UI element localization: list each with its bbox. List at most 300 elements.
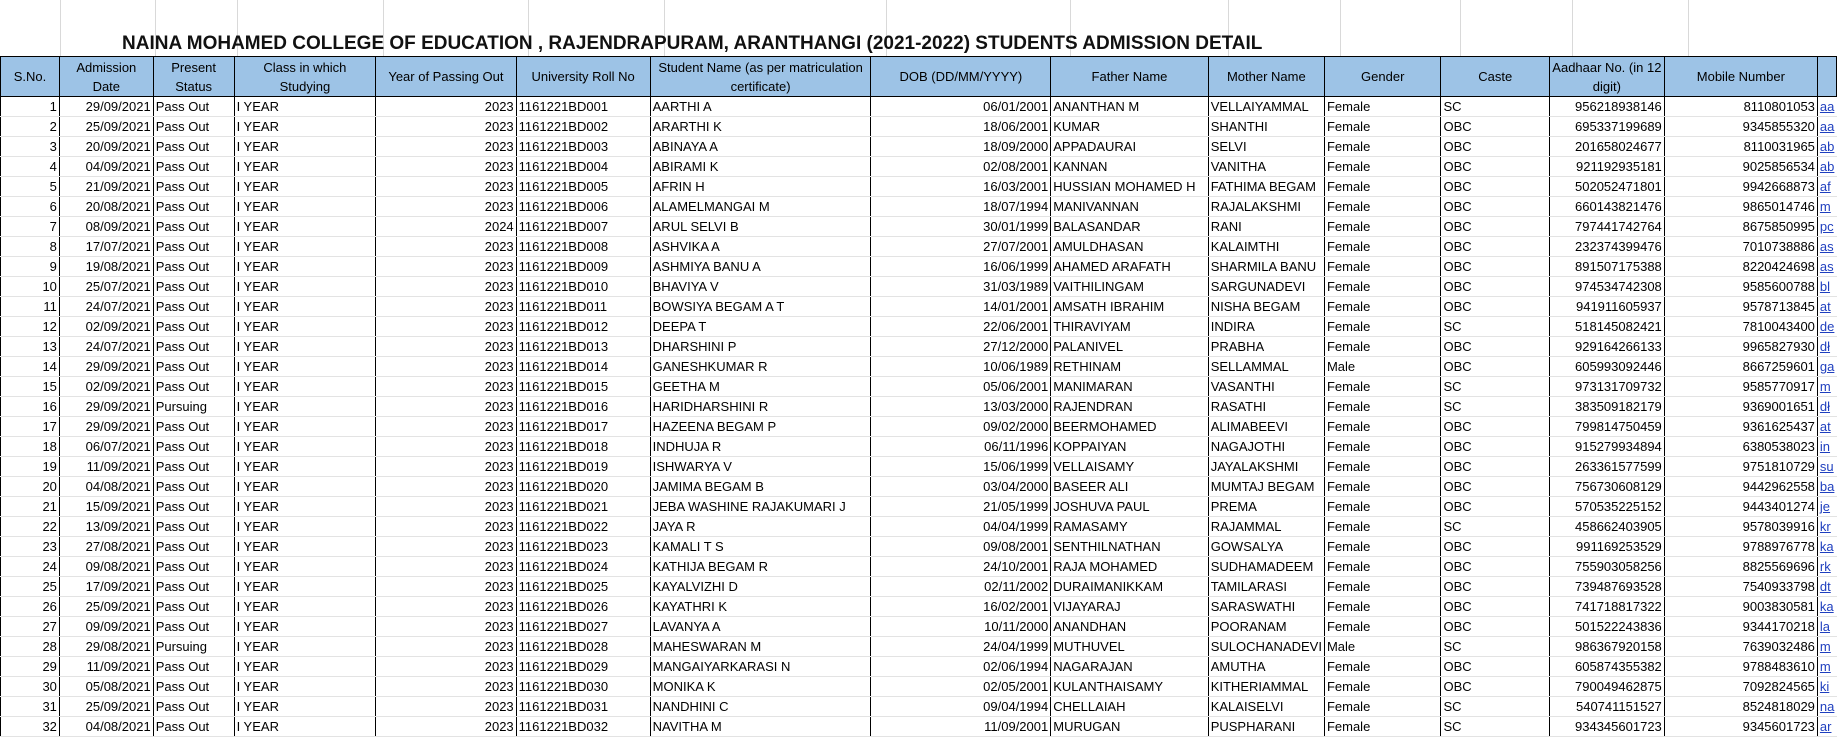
cell-email[interactable]: ba (1817, 477, 1836, 497)
cell-present-status: Pass Out (153, 457, 234, 477)
cell-present-status: Pass Out (153, 517, 234, 537)
cell-admission-date: 11/09/2021 (59, 457, 153, 477)
cell-aadhaar-no: 797441742764 (1549, 217, 1664, 237)
cell-dob: 18/09/2000 (871, 137, 1051, 157)
cell-present-status: Pass Out (153, 597, 234, 617)
cell-mother-name: FATHIMA BEGAM (1208, 177, 1324, 197)
cell-email[interactable]: m (1817, 197, 1836, 217)
cell-year-of-passing: 2023 (376, 537, 516, 557)
cell-university-roll-no: 1161221BD006 (516, 197, 650, 217)
cell-sno: 16 (1, 397, 60, 417)
cell-mobile-number: 8667259601 (1664, 357, 1817, 377)
cell-email[interactable]: aa (1817, 97, 1836, 117)
cell-class: I YEAR (234, 397, 376, 417)
cell-admission-date: 25/07/2021 (59, 277, 153, 297)
cell-admission-date: 08/09/2021 (59, 217, 153, 237)
cell-email[interactable]: de (1817, 317, 1836, 337)
cell-father-name: DURAIMANIKKAM (1051, 577, 1208, 597)
header-mother-name: Mother Name (1208, 57, 1324, 97)
cell-caste: OBC (1441, 337, 1549, 357)
cell-present-status: Pass Out (153, 317, 234, 337)
cell-mobile-number: 9361625437 (1664, 417, 1817, 437)
cell-student-name: DEEPA T (650, 317, 871, 337)
cell-university-roll-no: 1161221BD010 (516, 277, 650, 297)
cell-sno: 14 (1, 357, 60, 377)
header-university-roll-no: University Roll No (516, 57, 650, 97)
header-email (1817, 57, 1836, 97)
cell-sno: 8 (1, 237, 60, 257)
cell-mother-name: TAMILARASI (1208, 577, 1324, 597)
cell-caste: OBC (1441, 257, 1549, 277)
cell-email[interactable]: ki (1817, 677, 1836, 697)
cell-mobile-number: 9442962558 (1664, 477, 1817, 497)
cell-present-status: Pass Out (153, 257, 234, 277)
table-row (1, 377, 1837, 397)
cell-aadhaar-no: 921192935181 (1549, 157, 1664, 177)
cell-present-status: Pass Out (153, 617, 234, 637)
cell-class: I YEAR (234, 677, 376, 697)
cell-university-roll-no: 1161221BD021 (516, 497, 650, 517)
cell-email[interactable]: bl (1817, 277, 1836, 297)
cell-mobile-number: 7810043400 (1664, 317, 1817, 337)
cell-present-status: Pass Out (153, 157, 234, 177)
cell-mother-name: VELLAIYAMMAL (1208, 97, 1324, 117)
cell-mother-name: SHARMILA BANU (1208, 257, 1324, 277)
cell-caste: OBC (1441, 237, 1549, 257)
cell-email[interactable]: at (1817, 297, 1836, 317)
cell-aadhaar-no: 518145082421 (1549, 317, 1664, 337)
cell-class: I YEAR (234, 217, 376, 237)
admission-table (0, 56, 1837, 737)
cell-class: I YEAR (234, 457, 376, 477)
cell-father-name: ANANTHAN M (1051, 97, 1208, 117)
table-row (1, 697, 1837, 717)
cell-mother-name: JAYALAKSHMI (1208, 457, 1324, 477)
cell-year-of-passing: 2023 (376, 237, 516, 257)
cell-caste: OBC (1441, 477, 1549, 497)
table-row (1, 537, 1837, 557)
cell-aadhaar-no: 458662403905 (1549, 517, 1664, 537)
cell-email[interactable]: in (1817, 437, 1836, 457)
cell-year-of-passing: 2023 (376, 317, 516, 337)
table-row (1, 177, 1837, 197)
cell-class: I YEAR (234, 137, 376, 157)
cell-email[interactable]: m (1817, 377, 1836, 397)
cell-mobile-number: 9003830581 (1664, 597, 1817, 617)
cell-sno: 20 (1, 477, 60, 497)
cell-dob: 22/06/2001 (871, 317, 1051, 337)
cell-caste: SC (1441, 637, 1549, 657)
cell-email[interactable]: kr (1817, 517, 1836, 537)
cell-year-of-passing: 2023 (376, 117, 516, 137)
cell-dob: 11/09/2001 (871, 717, 1051, 737)
cell-father-name: KULANTHAISAMY (1051, 677, 1208, 697)
cell-father-name: MUTHUVEL (1051, 637, 1208, 657)
cell-present-status: Pass Out (153, 297, 234, 317)
cell-email[interactable]: su (1817, 457, 1836, 477)
cell-admission-date: 11/09/2021 (59, 657, 153, 677)
cell-email[interactable]: as (1817, 257, 1836, 277)
cell-admission-date: 20/08/2021 (59, 197, 153, 217)
cell-student-name: ISHWARYA V (650, 457, 871, 477)
cell-father-name: KANNAN (1051, 157, 1208, 177)
cell-caste: SC (1441, 377, 1549, 397)
cell-email[interactable]: ar (1817, 717, 1836, 737)
cell-email[interactable]: dł (1817, 337, 1836, 357)
cell-year-of-passing: 2024 (376, 217, 516, 237)
cell-class: I YEAR (234, 297, 376, 317)
cell-university-roll-no: 1161221BD029 (516, 657, 650, 677)
cell-student-name: NAVITHA M (650, 717, 871, 737)
cell-admission-date: 25/09/2021 (59, 697, 153, 717)
cell-mother-name: SARASWATHI (1208, 597, 1324, 617)
cell-class: I YEAR (234, 377, 376, 397)
cell-father-name: APPADAURAI (1051, 137, 1208, 157)
cell-present-status: Pass Out (153, 97, 234, 117)
cell-class: I YEAR (234, 477, 376, 497)
cell-email[interactable]: la (1817, 617, 1836, 637)
cell-present-status: Pass Out (153, 557, 234, 577)
cell-student-name: ALAMELMANGAI M (650, 197, 871, 217)
cell-email[interactable]: af (1817, 177, 1836, 197)
cell-year-of-passing: 2023 (376, 457, 516, 477)
cell-aadhaar-no: 263361577599 (1549, 457, 1664, 477)
cell-student-name: MANGAIYARKARASI N (650, 657, 871, 677)
cell-gender: Female (1324, 197, 1441, 217)
cell-student-name: MAHESWARAN M (650, 637, 871, 657)
cell-aadhaar-no: 695337199689 (1549, 117, 1664, 137)
header-gender: Gender (1324, 57, 1441, 97)
cell-class: I YEAR (234, 577, 376, 597)
cell-dob: 27/12/2000 (871, 337, 1051, 357)
cell-caste: SC (1441, 97, 1549, 117)
cell-university-roll-no: 1161221BD025 (516, 577, 650, 597)
cell-mobile-number: 8110031965 (1664, 137, 1817, 157)
cell-dob: 18/06/2001 (871, 117, 1051, 137)
cell-email[interactable]: dł (1817, 397, 1836, 417)
cell-year-of-passing: 2023 (376, 557, 516, 577)
cell-gender: Female (1324, 297, 1441, 317)
cell-university-roll-no: 1161221BD030 (516, 677, 650, 697)
cell-university-roll-no: 1161221BD023 (516, 537, 650, 557)
cell-caste: OBC (1441, 537, 1549, 557)
cell-gender: Female (1324, 677, 1441, 697)
cell-student-name: GEETHA M (650, 377, 871, 397)
cell-present-status: Pass Out (153, 657, 234, 677)
cell-year-of-passing: 2023 (376, 157, 516, 177)
cell-mother-name: VASANTHI (1208, 377, 1324, 397)
cell-dob: 31/03/1989 (871, 277, 1051, 297)
cell-sno: 4 (1, 157, 60, 177)
cell-mother-name: AMUTHA (1208, 657, 1324, 677)
cell-present-status: Pursuing (153, 397, 234, 417)
table-row (1, 117, 1837, 137)
cell-email[interactable]: as (1817, 237, 1836, 257)
cell-mobile-number: 9942668873 (1664, 177, 1817, 197)
cell-mother-name: SELLAMMAL (1208, 357, 1324, 377)
cell-dob: 14/01/2001 (871, 297, 1051, 317)
cell-year-of-passing: 2023 (376, 597, 516, 617)
cell-dob: 09/08/2001 (871, 537, 1051, 557)
cell-present-status: Pass Out (153, 437, 234, 457)
cell-sno: 22 (1, 517, 60, 537)
cell-caste: SC (1441, 397, 1549, 417)
cell-university-roll-no: 1161221BD013 (516, 337, 650, 357)
cell-dob: 02/06/1994 (871, 657, 1051, 677)
cell-mobile-number: 9025856534 (1664, 157, 1817, 177)
cell-aadhaar-no: 570535225152 (1549, 497, 1664, 517)
cell-caste: OBC (1441, 357, 1549, 377)
cell-dob: 02/08/2001 (871, 157, 1051, 177)
cell-sno: 1 (1, 97, 60, 117)
cell-mother-name: KALAIMTHI (1208, 237, 1324, 257)
cell-sno: 27 (1, 617, 60, 637)
cell-university-roll-no: 1161221BD007 (516, 217, 650, 237)
cell-father-name: THIRAVIYAM (1051, 317, 1208, 337)
cell-mobile-number: 8220424698 (1664, 257, 1817, 277)
cell-class: I YEAR (234, 717, 376, 737)
cell-dob: 02/11/2002 (871, 577, 1051, 597)
cell-mobile-number: 8110801053 (1664, 97, 1817, 117)
cell-aadhaar-no: 756730608129 (1549, 477, 1664, 497)
cell-mother-name: PREMA (1208, 497, 1324, 517)
cell-gender: Female (1324, 657, 1441, 677)
cell-mobile-number: 9788976778 (1664, 537, 1817, 557)
cell-aadhaar-no: 741718817322 (1549, 597, 1664, 617)
cell-student-name: ASHMIYA BANU A (650, 257, 871, 277)
cell-gender: Female (1324, 597, 1441, 617)
cell-present-status: Pass Out (153, 537, 234, 557)
cell-aadhaar-no: 790049462875 (1549, 677, 1664, 697)
cell-student-name: BOWSIYA BEGAM A T (650, 297, 871, 317)
cell-email[interactable]: ka (1817, 597, 1836, 617)
cell-email[interactable]: at (1817, 417, 1836, 437)
cell-class: I YEAR (234, 617, 376, 637)
cell-mobile-number: 9751810729 (1664, 457, 1817, 477)
cell-dob: 06/11/1996 (871, 437, 1051, 457)
cell-university-roll-no: 1161221BD015 (516, 377, 650, 397)
cell-email[interactable]: ka (1817, 537, 1836, 557)
cell-mother-name: SHANTHI (1208, 117, 1324, 137)
cell-gender: Female (1324, 157, 1441, 177)
cell-email[interactable]: aa (1817, 117, 1836, 137)
cell-admission-date: 29/09/2021 (59, 97, 153, 117)
cell-email[interactable]: ab (1817, 137, 1836, 157)
cell-student-name: JAMIMA BEGAM B (650, 477, 871, 497)
cell-university-roll-no: 1161221BD012 (516, 317, 650, 337)
cell-university-roll-no: 1161221BD022 (516, 517, 650, 537)
table-row (1, 197, 1837, 217)
cell-admission-date: 29/08/2021 (59, 637, 153, 657)
cell-sno: 13 (1, 337, 60, 357)
cell-email[interactable]: ga (1817, 357, 1836, 377)
cell-mother-name: RAJAMMAL (1208, 517, 1324, 537)
cell-dob: 02/05/2001 (871, 677, 1051, 697)
cell-class: I YEAR (234, 637, 376, 657)
cell-email[interactable]: na (1817, 697, 1836, 717)
cell-email[interactable]: m (1817, 657, 1836, 677)
cell-class: I YEAR (234, 497, 376, 517)
cell-father-name: MURUGAN (1051, 717, 1208, 737)
cell-sno: 23 (1, 537, 60, 557)
cell-university-roll-no: 1161221BD014 (516, 357, 650, 377)
cell-admission-date: 15/09/2021 (59, 497, 153, 517)
cell-present-status: Pass Out (153, 697, 234, 717)
table-row (1, 437, 1837, 457)
cell-email[interactable]: pc (1817, 217, 1836, 237)
cell-university-roll-no: 1161221BD028 (516, 637, 650, 657)
cell-aadhaar-no: 799814750459 (1549, 417, 1664, 437)
cell-mobile-number: 9585600788 (1664, 277, 1817, 297)
cell-aadhaar-no: 755903058256 (1549, 557, 1664, 577)
cell-mobile-number: 9578713845 (1664, 297, 1817, 317)
cell-year-of-passing: 2023 (376, 337, 516, 357)
cell-mother-name: PRABHA (1208, 337, 1324, 357)
cell-dob: 15/06/1999 (871, 457, 1051, 477)
cell-father-name: VELLAISAMY (1051, 457, 1208, 477)
cell-class: I YEAR (234, 437, 376, 457)
cell-aadhaar-no: 891507175388 (1549, 257, 1664, 277)
cell-father-name: HUSSIAN MOHAMED H (1051, 177, 1208, 197)
cell-student-name: ASHVIKA A (650, 237, 871, 257)
cell-email[interactable]: ab (1817, 157, 1836, 177)
cell-dob: 18/07/1994 (871, 197, 1051, 217)
cell-sno: 6 (1, 197, 60, 217)
cell-mother-name: INDIRA (1208, 317, 1324, 337)
cell-mobile-number: 7540933798 (1664, 577, 1817, 597)
cell-caste: OBC (1441, 657, 1549, 677)
cell-father-name: VAITHILINGAM (1051, 277, 1208, 297)
cell-student-name: ABIRAMI K (650, 157, 871, 177)
cell-dob: 05/06/2001 (871, 377, 1051, 397)
cell-gender: Female (1324, 217, 1441, 237)
cell-mobile-number: 8524818029 (1664, 697, 1817, 717)
cell-aadhaar-no: 540741151527 (1549, 697, 1664, 717)
cell-sno: 3 (1, 137, 60, 157)
cell-university-roll-no: 1161221BD001 (516, 97, 650, 117)
cell-mother-name: PUSPHARANI (1208, 717, 1324, 737)
cell-sno: 11 (1, 297, 60, 317)
cell-sno: 10 (1, 277, 60, 297)
cell-university-roll-no: 1161221BD009 (516, 257, 650, 277)
cell-caste: OBC (1441, 437, 1549, 457)
cell-caste: OBC (1441, 277, 1549, 297)
cell-dob: 09/04/1994 (871, 697, 1051, 717)
cell-student-name: GANESHKUMAR R (650, 357, 871, 377)
cell-university-roll-no: 1161221BD018 (516, 437, 650, 457)
cell-father-name: RAJA MOHAMED (1051, 557, 1208, 577)
cell-university-roll-no: 1161221BD004 (516, 157, 650, 177)
cell-father-name: SENTHILNATHAN (1051, 537, 1208, 557)
table-row (1, 357, 1837, 377)
cell-student-name: HAZEENA BEGAM P (650, 417, 871, 437)
cell-present-status: Pass Out (153, 497, 234, 517)
cell-university-roll-no: 1161221BD017 (516, 417, 650, 437)
cell-father-name: BEERMOHAMED (1051, 417, 1208, 437)
cell-mother-name: RASATHI (1208, 397, 1324, 417)
cell-gender: Female (1324, 617, 1441, 637)
cell-student-name: BHAVIYA V (650, 277, 871, 297)
cell-gender: Male (1324, 637, 1441, 657)
cell-caste: OBC (1441, 577, 1549, 597)
cell-year-of-passing: 2023 (376, 137, 516, 157)
cell-father-name: NAGARAJAN (1051, 657, 1208, 677)
cell-gender: Female (1324, 697, 1441, 717)
cell-university-roll-no: 1161221BD011 (516, 297, 650, 317)
cell-mobile-number: 6380538023 (1664, 437, 1817, 457)
cell-mobile-number: 9965827930 (1664, 337, 1817, 357)
cell-email[interactable]: rk (1817, 557, 1836, 577)
cell-year-of-passing: 2023 (376, 477, 516, 497)
cell-caste: OBC (1441, 557, 1549, 577)
cell-mobile-number: 9788483610 (1664, 657, 1817, 677)
cell-admission-date: 04/08/2021 (59, 717, 153, 737)
cell-student-name: AFRIN H (650, 177, 871, 197)
cell-gender: Female (1324, 457, 1441, 477)
cell-email[interactable]: dt (1817, 577, 1836, 597)
cell-email[interactable]: je (1817, 497, 1836, 517)
table-row (1, 597, 1837, 617)
cell-class: I YEAR (234, 597, 376, 617)
cell-caste: SC (1441, 317, 1549, 337)
cell-caste: SC (1441, 517, 1549, 537)
cell-dob: 30/01/1999 (871, 217, 1051, 237)
cell-class: I YEAR (234, 177, 376, 197)
cell-sno: 18 (1, 437, 60, 457)
cell-admission-date: 20/09/2021 (59, 137, 153, 157)
table-row (1, 557, 1837, 577)
cell-class: I YEAR (234, 117, 376, 137)
cell-gender: Female (1324, 517, 1441, 537)
cell-dob: 24/04/1999 (871, 637, 1051, 657)
cell-sno: 31 (1, 697, 60, 717)
cell-admission-date: 19/08/2021 (59, 257, 153, 277)
cell-year-of-passing: 2023 (376, 197, 516, 217)
cell-student-name: MONIKA K (650, 677, 871, 697)
cell-present-status: Pass Out (153, 417, 234, 437)
cell-gender: Female (1324, 477, 1441, 497)
cell-mother-name: ALIMABEEVI (1208, 417, 1324, 437)
cell-email[interactable]: m (1817, 637, 1836, 657)
cell-aadhaar-no: 605993092446 (1549, 357, 1664, 377)
cell-year-of-passing: 2023 (376, 257, 516, 277)
cell-year-of-passing: 2023 (376, 297, 516, 317)
header-dob: DOB (DD/MM/YYYY) (871, 57, 1051, 97)
cell-admission-date: 04/08/2021 (59, 477, 153, 497)
cell-caste: OBC (1441, 677, 1549, 697)
cell-sno: 5 (1, 177, 60, 197)
cell-caste: OBC (1441, 417, 1549, 437)
cell-aadhaar-no: 201658024677 (1549, 137, 1664, 157)
cell-admission-date: 24/07/2021 (59, 297, 153, 317)
cell-father-name: RAJENDRAN (1051, 397, 1208, 417)
cell-year-of-passing: 2023 (376, 177, 516, 197)
cell-gender: Female (1324, 137, 1441, 157)
cell-mother-name: NAGAJOTHI (1208, 437, 1324, 457)
cell-student-name: LAVANYA A (650, 617, 871, 637)
cell-father-name: JOSHUVA PAUL (1051, 497, 1208, 517)
cell-father-name: AMULDHASAN (1051, 237, 1208, 257)
cell-aadhaar-no: 956218938146 (1549, 97, 1664, 117)
cell-student-name: KAYALVIZHI D (650, 577, 871, 597)
cell-year-of-passing: 2023 (376, 97, 516, 117)
header-caste: Caste (1441, 57, 1549, 97)
cell-sno: 24 (1, 557, 60, 577)
cell-aadhaar-no: 929164266133 (1549, 337, 1664, 357)
cell-university-roll-no: 1161221BD002 (516, 117, 650, 137)
header-father-name: Father Name (1051, 57, 1208, 97)
cell-father-name: KUMAR (1051, 117, 1208, 137)
